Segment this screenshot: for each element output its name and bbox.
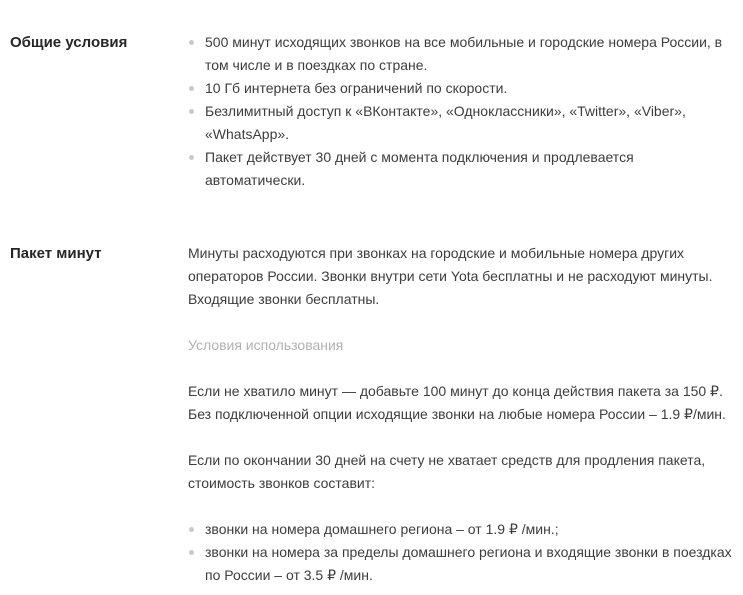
list-item: [188, 77, 735, 100]
general-conditions-content: [188, 31, 735, 192]
list-item: [188, 541, 735, 587]
bullet-icon: [189, 86, 194, 91]
general-conditions-list: [188, 31, 735, 192]
list-item-text: звонки на номера за пределы домашнего региона и входящие звонки в поездках по России – от 3.5 ₽ /мин.: [205, 544, 732, 583]
call-rates-list: [188, 518, 735, 587]
section-minutes-package: [10, 242, 735, 587]
renewal-shortfall-paragraph: Если по окончании 30 дней на счету не хватает средств для продления пакета, стоимость звонков составит:: [188, 452, 706, 491]
list-item: [188, 100, 735, 146]
section-general-conditions: [10, 31, 735, 192]
bullet-icon: [189, 109, 194, 114]
list-item-text: 10 Гб интернета без ограничений по скорости.: [205, 80, 508, 96]
bullet-icon: [189, 550, 194, 555]
section-heading: Общие условия: [10, 34, 128, 51]
list-item-text: Безлимитный доступ к «ВКонтакте», «Одноклассники», «Twitter», «Viber», «WhatsApp».: [205, 103, 686, 142]
section-heading: Пакет минут: [10, 245, 102, 262]
list-item: [188, 146, 735, 192]
list-item: [188, 31, 735, 77]
bullet-icon: [189, 40, 194, 45]
minutes-usage-paragraph: Минуты расходуются при звонках на городские и мобильные номера других операторов России. Звонки внутри сети Yota бесплатны и не расходуют минуты. Входящие звонки бесплатны.: [188, 245, 713, 307]
list-item: [188, 518, 735, 541]
list-item-text: Пакет действует 30 дней с момента подключения и продлевается автоматически.: [205, 149, 634, 188]
minutes-package-content: [188, 242, 735, 587]
list-item-text: звонки на номера домашнего региона – от 1.9 ₽ /мин.;: [205, 521, 559, 537]
list-item-text: 500 минут исходящих звонков на все мобильные и городские номера России, в том числе и в поездках по стране.: [205, 34, 723, 73]
usage-terms-subheading: Условия использования: [188, 337, 344, 353]
add-minutes-paragraph: Если не хватило минут — добавьте 100 минут до конца действия пакета за 150 ₽. Без подключенной опции исходящие звонки на любые номера России – 1.9 ₽/мин.: [188, 383, 726, 422]
bullet-icon: [189, 155, 194, 160]
bullet-icon: [189, 527, 194, 532]
